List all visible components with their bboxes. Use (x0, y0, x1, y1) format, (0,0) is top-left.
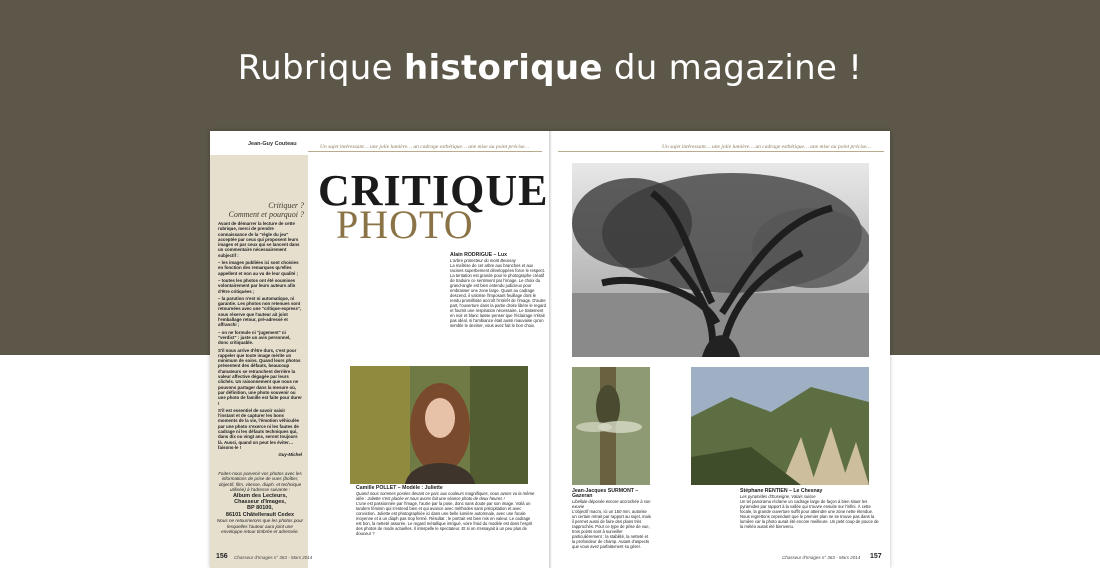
caption-body: La maîtrise de cet arbre aux branches et aux racines superbement développées force le respect. La tentation est grande pour le photographe créatif de traduire ce sentiment par l'image. Le choix du grand-angle est bien entendu judicieux pour embrasser une zone large. Quant au cadrage descend, il valorise l'imposant feuillage dont le rendu promillisite accroît l'intérêt de l'image. D'autre part, l'ouverture dans la partie droite libère le regard et fournit une respiration nécessaire. Le traitement en noir et blanc laisse penser que l'éclairage n'était pas idéal, si l'ambiance était aussi mauvaise qu'un semble le deviner, vous avez fait le bon choix. (450, 263, 547, 328)
caption-body: Un tel panorama réclame un cadrage large de façon à bien situer les pyramides par rapport à la vallée qui s'ouvre ensuite sur l'infini. À cette focale, la grande ouverture suffit pour atteindre une zone nette étendue. Nous regrettons cependant que le premier plan ne se trouve pas dans la lumière car la photo aurait été encore meilleure. Un petit coup de pouce de la météo aurait été bienvenu. (740, 499, 879, 529)
caption-body: L'objectif macro, ici un 150 mm, autorise un certain retrait par rapport au sujet, mais il permet aussi de faire des plans très rapprochés. Pour ce type de prise de vue, trois points sont à surveiller particulièrement : la stabilité, la netteté et la profondeur de champ. Autant d'aspects que vous avez parfaitement su gérer. (572, 509, 651, 549)
caption-subtitle: Quand nous sommes posées devant ce parc aux couleurs magnifiques, nous avons vu la même idée : Juliette s'est placée et nous avons fait une séance photo de deux heures ! (356, 491, 535, 501)
sidebar-footer-note: Nous ne retournerons que les photos pour lesquelles l'auteur aura joint une enveloppe retour timbrée et adressée. (216, 518, 304, 535)
landscape-photo (691, 367, 869, 485)
sidebar-paragraph: S'il nous arrive d'être durs, c'est pour rappeler que toute image mérite un minimum de soins. Quand leurs photos présentent des défauts, beaucoup d'amateurs se retranchent derrière la valeur affective dégagée par leurs clichés. Un raisonnement que nous ne pouvons partager dans la mesure où, par définition, une photo souvenir ou une photo de famille est faite pour durer ! (218, 347, 302, 406)
author-name: Jean-Guy Couteau (248, 141, 297, 147)
caption-portrait (356, 486, 536, 536)
right-page-footer: Chasseur d'Images n° 363 - Mars 2014 (782, 555, 861, 560)
sidebar-paragraph: – on ne formule ni "jugement" ni "verdict" : juste un avis personnel, donc critiquable. (218, 329, 291, 346)
caption-landscape (740, 489, 880, 529)
sidebar-paragraph: Avant de démarrer la lecture de cette rubrique, merci de prendre connaissance de la "règle du jeu" acceptée par ceux qui proposent leurs images et par ceux qui se lancent dans un commentaire nécessairement subjectif : (218, 221, 300, 258)
right-page-number: 157 (870, 553, 882, 560)
caption-subtitle: Les pyramides d'Euseigne, Valais suisse (740, 494, 816, 499)
landscape-photo-art (691, 367, 869, 485)
address-line: 86101 Châtellerault Cedex (225, 511, 295, 518)
headline-prefix: Rubrique (237, 48, 404, 88)
caption-subtitle: Libellule déposée encore accrochée à son exuvie (572, 499, 651, 509)
sidebar-paragraph: S'il est essentiel de savoir saisir l'instant et de capturer les bons moments de la vie, l'émotion véhiculée par une photo s'exerce ni les fautes de cadrage ni les défauts techniques qui, dans dix ou vingt ans, seront toujours là. Aussi, quand on peut les éviter… faisons-le ! (218, 407, 300, 450)
sidebar-paragraph: – toutes les photos ont été soumises volontairement par leurs auteurs afin d'être critiquées ; (218, 277, 296, 294)
left-top-rule (308, 151, 542, 152)
right-tagline: Un sujet intéressant… une jolie lumière… un cadrage esthétique… une mise au point précise… (662, 144, 872, 150)
headline-bold: historique (403, 48, 603, 88)
left-page-footer: Chasseur d'Images n° 363 - Mars 2014 (234, 555, 313, 560)
sidebar-paragraph: – la parution n'est ni automatique, ni garantie. Les photos non retenues sont retournées avec une "critique-express", sous réserve que l'auteur ait joint l'emballage retour, pré-adressé et affranchi ; (218, 295, 302, 328)
caption-title: Jean-Jacques SURMONT – Gazeran (572, 488, 639, 499)
caption-dragonfly (572, 489, 652, 549)
sidebar-footer (216, 471, 304, 534)
left-page-number: 156 (216, 553, 228, 560)
caption-subtitle: L'arbre protecteur du mont Beuvray (450, 258, 516, 263)
headline-suffix: du magazine ! (602, 48, 863, 88)
caption-body: L'une est passionnée par l'image, l'autre par la pose, donc sans doute par son image. Voilà un tandem féminin qui s'entend bien et qui avance avec méthodes sans précipitation et avec conviction. Juliette est photographiée ici dans une belle lumière automnale, avec une focale moyenne et à un diaph pas trop fermé. Résultat : le portrait est bien mis en valeur. Le cadrage est bon, la netteté assurée. Le regard métallique intrigué, voire froid du modèle est dans l'esprit des photos de mode actuelles. Il interpelle le spectateur. Et si on s'essayait à un peu plus de douceur ? (356, 501, 533, 536)
sidebar-text (218, 221, 302, 459)
title-photo: PHOTO (336, 202, 474, 247)
left-tagline: Un sujet intéressant… une jolie lumière… un cadrage esthétique… une mise au point précise… (320, 144, 530, 150)
sidebar-signature: Guy-Michel (278, 452, 302, 458)
caption-title: Camille POLLET – Modèle : Juliette (356, 485, 443, 491)
portrait-photo-art (350, 366, 528, 484)
sidebar-heading (216, 201, 304, 219)
page-headline (0, 48, 1100, 88)
page-gutter (549, 131, 552, 568)
portrait-photo (350, 366, 528, 484)
magazine-spread-image (210, 131, 890, 568)
dragonfly-photo-art (572, 367, 650, 485)
title-critique: CRITIQUE (318, 166, 549, 215)
caption-tree (450, 253, 546, 328)
tree-photo (572, 163, 869, 357)
sidebar-paragraph: – les images publiées ici sont choisies en fonction des remarques qu'elles appellent et non au vu de leur qualité ; (218, 260, 299, 276)
address-line: Chasseur d'Images, (234, 499, 286, 506)
address-line: Album des Lecteurs, (232, 492, 288, 499)
dragonfly-photo (572, 367, 650, 485)
sidebar-heading-2: Comment et pourquoi ? (228, 210, 304, 219)
caption-title: Stéphane RENTIEN – Le Chesnay (740, 488, 823, 494)
caption-title: Alain RODRIGUE – Lux (450, 252, 508, 258)
sidebar-footer-intro: Faites-nous parvenir vos photos avec les informations de prise de vues (boîtier, objectif, film, vitesse, diaph. et technique utilisée) à l'adresse suivante : (218, 471, 302, 493)
right-top-rule (558, 151, 884, 152)
tree-photo-art (572, 163, 869, 357)
sidebar-heading-1: Critiquer ? (268, 201, 304, 210)
address-line: BP 80100, (247, 505, 273, 512)
